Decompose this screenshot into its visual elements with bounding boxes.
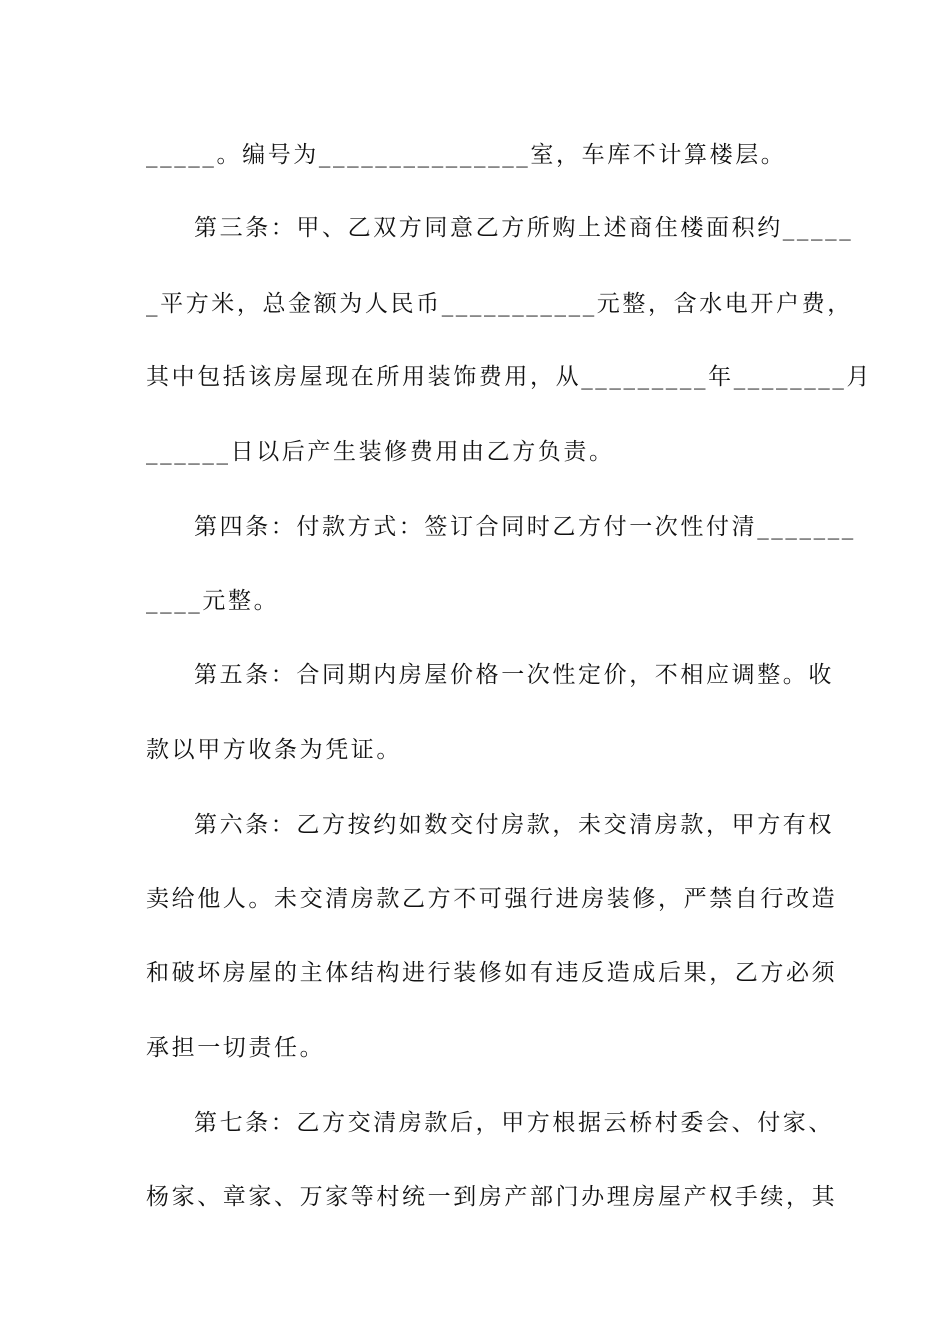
text-line-9: 款以甲方收条为凭证。 (146, 737, 402, 763)
text-line-15: 杨家、章家、万家等村统一到房产部门办理房屋产权手续，其 (146, 1184, 838, 1210)
clause-5-text: 第五条：合同期内房屋价格一次性定价，不相应调整。收 (194, 662, 834, 688)
clause-4-text: 第四条：付款方式：签订合同时乙方付一次性付清_______ (194, 514, 856, 540)
text-line-1: _____。编号为_______________室，车库不计算楼层。 (146, 142, 787, 168)
clause-3-text: 第三条：甲、乙双方同意乙方所购上述商住楼面积约_____ (194, 215, 854, 241)
text-line-13: 承担一切责任。 (146, 1035, 326, 1061)
text-line-4: 其中包括该房屋现在所用装饰费用，从_________年________月 (146, 364, 873, 390)
text-line-7: ____元整。 (146, 588, 280, 614)
text-line-12: 和破坏房屋的主体结构进行装修如有违反造成后果，乙方必须 (146, 960, 838, 986)
clause-6-text: 第六条：乙方按约如数交付房款，未交清房款，甲方有权 (194, 812, 834, 838)
text-line-3: _平方米，总金额为人民币___________元整，含水电开户费， (146, 291, 853, 317)
text-line-11: 卖给他人。未交清房款乙方不可强行进房装修，严禁自行改造 (146, 886, 838, 912)
text-line-5: ______日以后产生装修费用由乙方负责。 (146, 439, 615, 465)
clause-7-text: 第七条：乙方交清房款后，甲方根据云桥村委会、付家、 (194, 1110, 834, 1136)
